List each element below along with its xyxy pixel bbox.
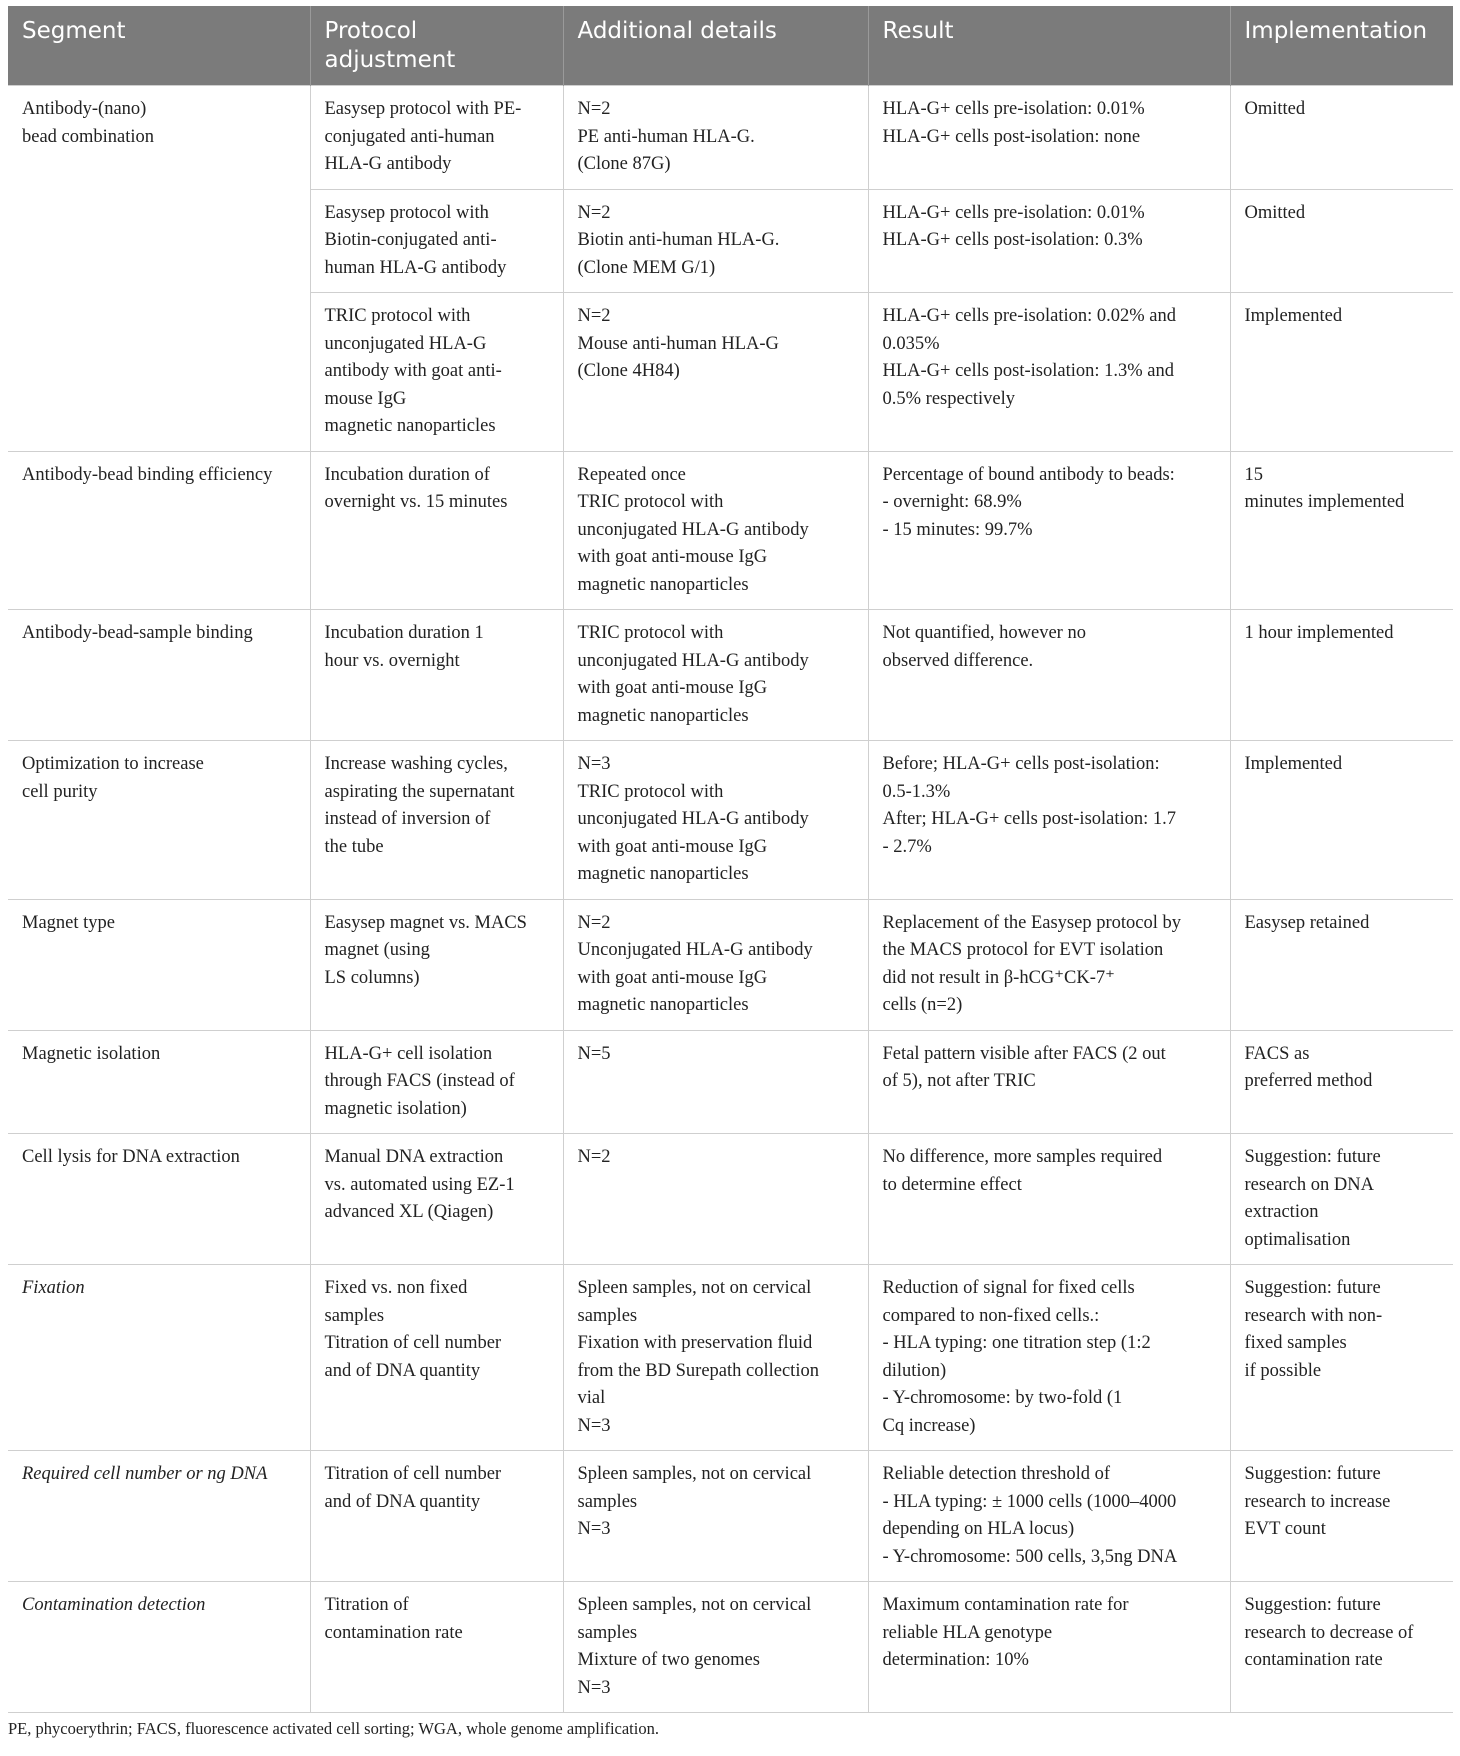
cell-protocol-adjustment: Incubation duration 1 hour vs. overnight xyxy=(310,610,563,741)
cell-additional-details: Spleen samples, not on cervical samples Mixture of two genomes N=3 xyxy=(563,1582,868,1713)
cell-additional-details: Spleen samples, not on cervical samples Fixation with preservation fluid from the BD Surepath collection vial N=3 xyxy=(563,1265,868,1451)
cell-implementation: Suggestion: future research to decrease of contamination rate xyxy=(1230,1582,1453,1713)
header-protocol-adjustment: Protocol adjustment xyxy=(310,6,563,86)
table-row xyxy=(8,86,1453,190)
cell-protocol-adjustment: Titration of contamination rate xyxy=(310,1582,563,1713)
cell-segment: Fixation xyxy=(8,1265,310,1451)
table-header xyxy=(8,6,1453,86)
cell-additional-details: N=2 Unconjugated HLA-G antibody with goat anti-mouse IgG magnetic nanoparticles xyxy=(563,899,868,1030)
header-segment: Segment xyxy=(8,6,310,86)
cell-result: Replacement of the Easysep protocol by the MACS protocol for EVT isolation did not result in β-hCG⁺CK-7⁺ cells (n=2) xyxy=(868,899,1230,1030)
cell-segment: Required cell number or ng DNA xyxy=(8,1451,310,1582)
table-row xyxy=(8,741,1453,900)
cell-result: HLA-G+ cells pre-isolation: 0.02% and 0.035% HLA-G+ cells post-isolation: 1.3% and 0.5% respectively xyxy=(868,293,1230,452)
cell-protocol-adjustment: Manual DNA extraction vs. automated using EZ-1 advanced XL (Qiagen) xyxy=(310,1134,563,1265)
cell-additional-details: N=5 xyxy=(563,1030,868,1134)
cell-additional-details: N=3 TRIC protocol with unconjugated HLA-G antibody with goat anti-mouse IgG magnetic nanoparticles xyxy=(563,741,868,900)
cell-segment: Magnet type xyxy=(8,899,310,1030)
cell-implementation: FACS as preferred method xyxy=(1230,1030,1453,1134)
cell-implementation: 1 hour implemented xyxy=(1230,610,1453,741)
table-row xyxy=(8,610,1453,741)
cell-additional-details: N=2 xyxy=(563,1134,868,1265)
table-row xyxy=(8,1582,1453,1713)
table-row xyxy=(8,899,1453,1030)
header-implementation: Implementation xyxy=(1230,6,1453,86)
cell-protocol-adjustment: Fixed vs. non fixed samples Titration of cell number and of DNA quantity xyxy=(310,1265,563,1451)
cell-result: HLA-G+ cells pre-isolation: 0.01% HLA-G+ cells post-isolation: none xyxy=(868,86,1230,190)
cell-segment: Cell lysis for DNA extraction xyxy=(8,1134,310,1265)
cell-implementation: Omitted xyxy=(1230,189,1453,293)
table-row xyxy=(8,1265,1453,1451)
table-body xyxy=(8,86,1453,1713)
cell-implementation: 15 minutes implemented xyxy=(1230,451,1453,610)
header-row xyxy=(8,6,1453,86)
cell-implementation: Suggestion: future research on DNA extraction optimalisation xyxy=(1230,1134,1453,1265)
cell-result: Maximum contamination rate for reliable HLA genotype determination: 10% xyxy=(868,1582,1230,1713)
cell-protocol-adjustment: Incubation duration of overnight vs. 15 minutes xyxy=(310,451,563,610)
cell-implementation: Omitted xyxy=(1230,86,1453,190)
cell-additional-details: N=2 PE anti-human HLA-G. (Clone 87G) xyxy=(563,86,868,190)
cell-result: HLA-G+ cells pre-isolation: 0.01% HLA-G+ cells post-isolation: 0.3% xyxy=(868,189,1230,293)
cell-additional-details: N=2 Mouse anti-human HLA-G (Clone 4H84) xyxy=(563,293,868,452)
cell-protocol-adjustment: Easysep protocol with PE- conjugated anti-human HLA-G antibody xyxy=(310,86,563,190)
cell-segment: Contamination detection xyxy=(8,1582,310,1713)
cell-segment: Antibody-(nano) bead combination xyxy=(8,86,310,452)
protocol-table xyxy=(8,6,1453,1713)
cell-protocol-adjustment: HLA-G+ cell isolation through FACS (instead of magnetic isolation) xyxy=(310,1030,563,1134)
cell-implementation: Implemented xyxy=(1230,741,1453,900)
document xyxy=(8,6,1453,1739)
header-additional-details: Additional details xyxy=(563,6,868,86)
cell-segment: Antibody-bead-sample binding xyxy=(8,610,310,741)
cell-implementation: Easysep retained xyxy=(1230,899,1453,1030)
table-footnote: PE, phycoerythrin; FACS, fluorescence activated cell sorting; WGA, whole genome amplification. xyxy=(8,1719,659,1738)
cell-implementation: Implemented xyxy=(1230,293,1453,452)
cell-result: No difference, more samples required to determine effect xyxy=(868,1134,1230,1265)
cell-segment: Magnetic isolation xyxy=(8,1030,310,1134)
cell-additional-details: Repeated once TRIC protocol with unconjugated HLA-G antibody with goat anti-mouse IgG magnetic nanoparticles xyxy=(563,451,868,610)
cell-additional-details: Spleen samples, not on cervical samples N=3 xyxy=(563,1451,868,1582)
header-result: Result xyxy=(868,6,1230,86)
cell-additional-details: TRIC protocol with unconjugated HLA-G antibody with goat anti-mouse IgG magnetic nanoparticles xyxy=(563,610,868,741)
cell-additional-details: N=2 Biotin anti-human HLA-G. (Clone MEM G/1) xyxy=(563,189,868,293)
cell-implementation: Suggestion: future research to increase EVT count xyxy=(1230,1451,1453,1582)
cell-segment: Antibody-bead binding efficiency xyxy=(8,451,310,610)
table-row xyxy=(8,1451,1453,1582)
cell-protocol-adjustment: Easysep protocol with Biotin-conjugated anti- human HLA-G antibody xyxy=(310,189,563,293)
table-row xyxy=(8,451,1453,610)
cell-protocol-adjustment: Titration of cell number and of DNA quantity xyxy=(310,1451,563,1582)
cell-result: Before; HLA-G+ cells post-isolation: 0.5-1.3% After; HLA-G+ cells post-isolation: 1.7 - 2.7% xyxy=(868,741,1230,900)
table-row xyxy=(8,1030,1453,1134)
cell-implementation: Suggestion: future research with non- fixed samples if possible xyxy=(1230,1265,1453,1451)
cell-result: Not quantified, however no observed difference. xyxy=(868,610,1230,741)
cell-protocol-adjustment: Easysep magnet vs. MACS magnet (using LS columns) xyxy=(310,899,563,1030)
cell-result: Reliable detection threshold of - HLA typing: ± 1000 cells (1000–4000 depending on HLA locus) - Y-chromosome: 500 cells, 3,5ng DNA xyxy=(868,1451,1230,1582)
cell-result: Percentage of bound antibody to beads: - overnight: 68.9% - 15 minutes: 99.7% xyxy=(868,451,1230,610)
cell-result: Fetal pattern visible after FACS (2 out of 5), not after TRIC xyxy=(868,1030,1230,1134)
cell-protocol-adjustment: TRIC protocol with unconjugated HLA-G antibody with goat anti- mouse IgG magnetic nanoparticles xyxy=(310,293,563,452)
cell-protocol-adjustment: Increase washing cycles, aspirating the supernatant instead of inversion of the tube xyxy=(310,741,563,900)
cell-result: Reduction of signal for fixed cells compared to non-fixed cells.: - HLA typing: one titration step (1:2 dilution) - Y-chromosome: by two-fold (1 Cq increase) xyxy=(868,1265,1230,1451)
table-row xyxy=(8,1134,1453,1265)
cell-segment: Optimization to increase cell purity xyxy=(8,741,310,900)
